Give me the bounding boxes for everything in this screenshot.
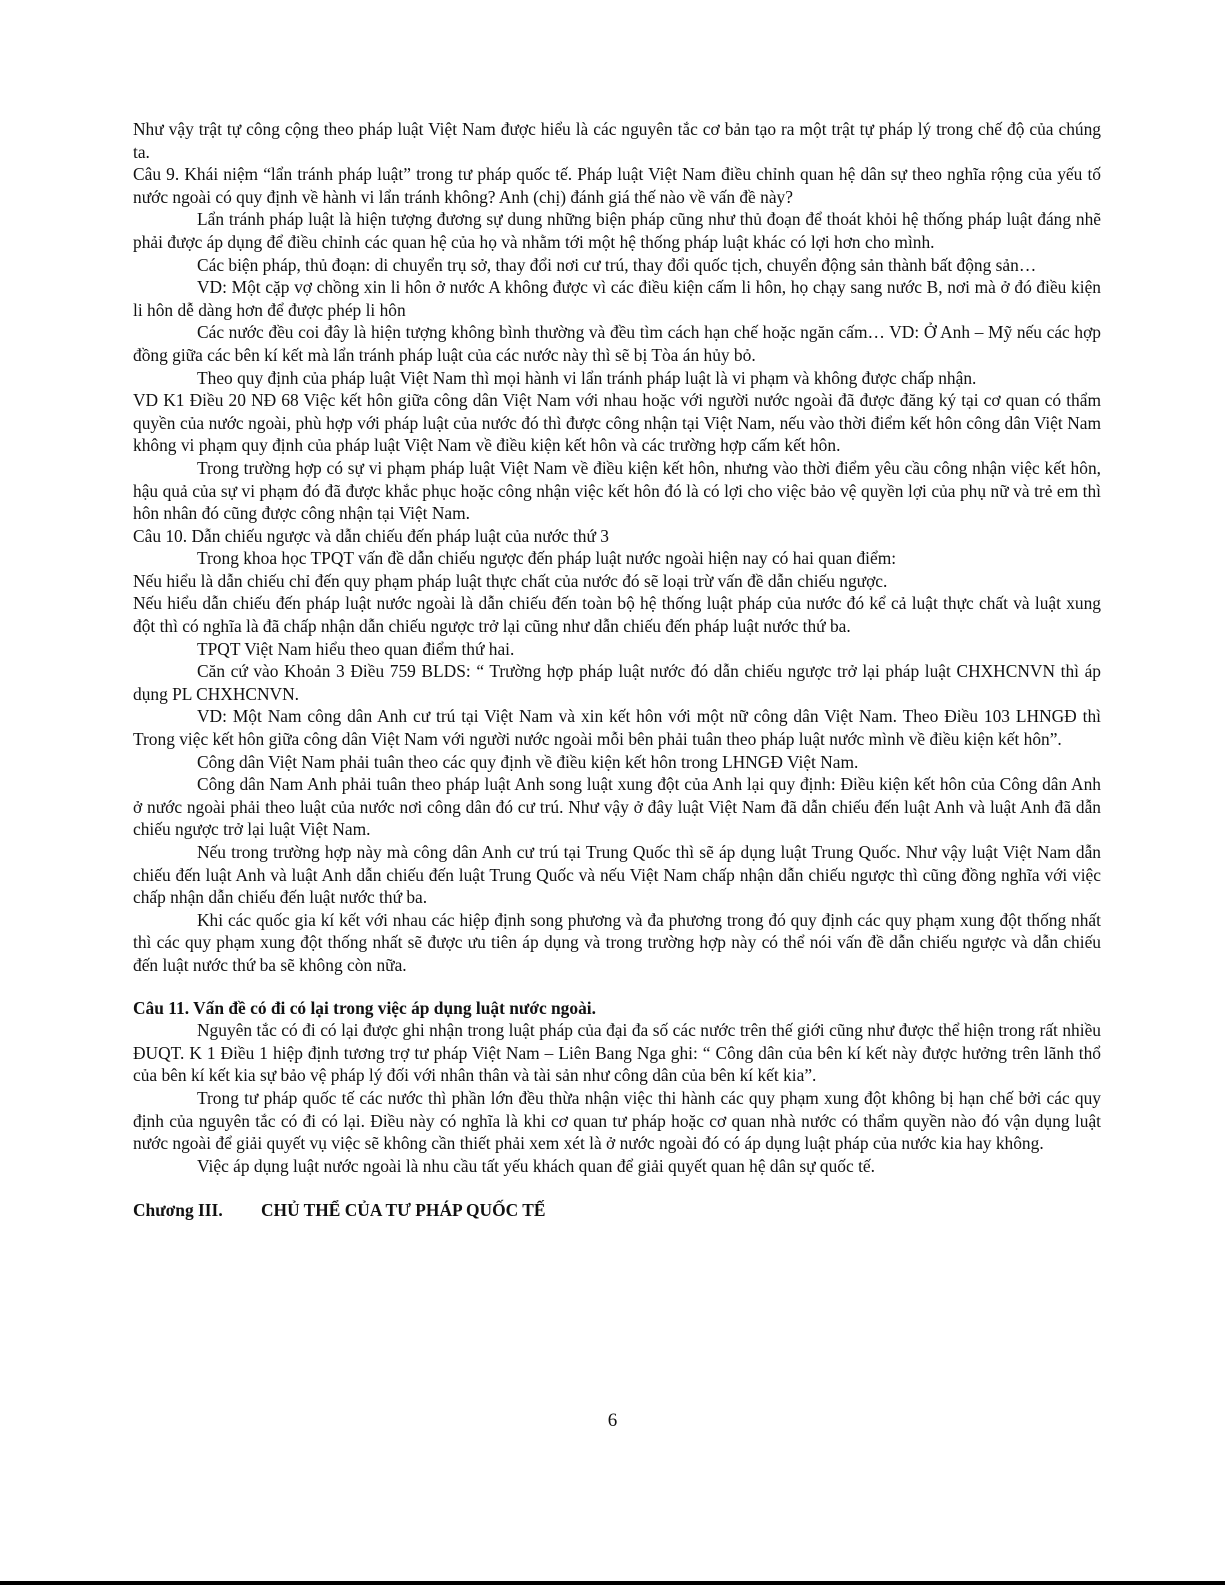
paragraph: Nếu hiểu dẫn chiếu đến pháp luật nước ngoài là dẫn chiếu đến toàn bộ hệ thống luật pháp của nước đó kể cả luật thực chất và luật xung đột thì có nghĩa là đã chấp nhận dẫn chiếu ngược trở lại cũng như dẫn chiếu đến pháp luật nước thứ ba. [133, 593, 1101, 637]
paragraph: Khi các quốc gia kí kết với nhau các hiệp định song phương và đa phương trong đó quy định các quy phạm xung đột thống nhất thì các quy phạm xung đột thống nhất sẽ được ưu tiên áp dụng và trong trường hợp này có thể nói vấn đề dẫn chiếu ngược và dẫn chiếu đến luật nước thứ ba sẽ không còn nữa. [133, 909, 1101, 975]
paragraph: Trong tư pháp quốc tế các nước thì phần lớn đều thừa nhận việc thi hành các quy phạm xung đột không bị hạn chế bởi các quy định của nguyên tắc có đi có lại. Điều này có nghĩa là khi cơ quan tư pháp hoặc cơ quan nhà nước có thẩm quyền nào đó vận dụng luật nước ngoài để giải quyết vụ việc sẽ không cần thiết phải xem xét là ở nước ngoài đó có áp dụng luật pháp của nước kia hay không. [133, 1087, 1101, 1154]
paragraph: VD K1 Điều 20 NĐ 68 Việc kết hôn giữa công dân Việt Nam với nhau hoặc với người nước ngoài đã được đăng ký tại cơ quan có thẩm quyền của nước ngoài, phù hợp với pháp luật của nước đó thì được công nhận tại Việt Nam, nếu vào thời điểm kết hôn công dân Việt Nam không vi phạm quy định của pháp luật Việt Nam về điều kiện kết hôn và các trường hợp cấm kết hôn. [133, 390, 1101, 456]
paragraph: Nếu hiểu là dẫn chiếu chỉ đến quy phạm pháp luật thực chất của nước đó sẽ loại trừ vấn đề dẫn chiếu ngược. [133, 570, 888, 591]
paragraph: VD: Một cặp vợ chồng xin li hôn ở nước A không được vì các điều kiện cấm li hôn, họ chạy sang nước B, nơi mà ở đó điều kiện li hôn dễ dàng hơn để được phép li hôn [133, 277, 1101, 320]
paragraph: Nguyên tắc có đi có lại được ghi nhận trong luật pháp của đại đa số các nước trên thế giới cũng như được thể hiện trong rất nhiều ĐUQT. K 1 Điều 1 hiệp định tương trợ tư pháp Việt Nam – Liên Bang Nga ghi: “ Công dân của bên kí kết này được hưởng trên lãnh thổ của bên kí kết kia sự bảo vệ pháp lý đối với nhân thân và tài sản như công dân của bên kí kết kia”. [133, 1020, 1101, 1086]
paragraph: Căn cứ vào Khoản 3 Điều 759 BLDS: “ Trường hợp pháp luật nước đó dẫn chiếu ngược trở lại pháp luật CHXHCNVN thì áp dụng PL CHXHCNVN. [133, 661, 1101, 704]
question-10-heading: Câu 10. Dẫn chiếu ngược và dẫn chiếu đến pháp luật của nước thứ 3 [133, 525, 609, 546]
paragraph: Trong trường hợp có sự vi phạm pháp luật Việt Nam về điều kiện kết hôn, nhưng vào thời điểm yêu cầu công nhận việc kết hôn, hậu quả của sự vi phạm đó đã được khắc phục hoặc công nhận việc kết hôn đó là có lợi cho việc bảo vệ quyền lợi của phụ nữ và trẻ em thì hôn nhân đó cũng được công nhận tại Việt Nam. [133, 457, 1101, 524]
question-11-heading: Câu 11. Vấn đề có đi có lại trong việc áp dụng luật nước ngoài. [133, 997, 596, 1018]
paragraph: Trong khoa học TPQT vấn đề dẫn chiếu ngược đến pháp luật nước ngoài hiện nay có hai quan điểm: [197, 548, 897, 569]
chapter-title: CHỦ THỂ CỦA TƯ PHÁP QUỐC TẾ [261, 1200, 546, 1221]
chapter-heading [133, 1199, 1101, 1222]
paragraph: VD: Một Nam công dân Anh cư trú tại Việt Nam và xin kết hôn với một nữ công dân Việt Nam. Theo Điều 103 LHNGĐ thì Trong việc kết hôn giữa công dân Việt Nam với người nước ngoài mỗi bên phải tuân theo pháp luật nước mình về điều kiện kết hôn”. [133, 706, 1101, 750]
page-number: 6 [607, 1410, 618, 1431]
paragraph: Công dân Việt Nam phải tuân theo các quy định về điều kiện kết hôn trong LHNGĐ Việt Nam. [197, 751, 859, 772]
chapter-label: Chương III. [133, 1200, 223, 1221]
paragraph: Các nước đều coi đây là hiện tượng không bình thường và đều tìm cách hạn chế hoặc ngăn cấm… VD: Ở Anh – Mỹ nếu các hợp đồng giữa các bên kí kết mà lẩn tránh pháp luật của các nước này thì sẽ bị Tòa án hủy bỏ. [133, 322, 1101, 365]
paragraph: Nếu trong trường hợp này mà công dân Anh cư trú tại Trung Quốc thì sẽ áp dụng luật Trung Quốc. Như vậy luật Việt Nam dẫn chiếu đến luật Anh và luật Anh dẫn chiếu đến luật Trung Quốc và nếu Việt Nam chấp nhận dẫn chiếu ngược thì cũng đồng nghĩa với việc chấp nhận dẫn chiếu đến luật nước thứ ba. [133, 842, 1101, 908]
paragraph: Như vậy trật tự công cộng theo pháp luật Việt Nam được hiểu là các nguyên tắc cơ bản tạo ra một trật tự pháp lý trong chế độ của chúng ta. [133, 119, 1101, 162]
paragraph: TPQT Việt Nam hiểu theo quan điểm thứ hai. [197, 638, 515, 659]
paragraph: Việc áp dụng luật nước ngoài là nhu cầu tất yếu khách quan để giải quyết quan hệ dân sự quốc tế. [197, 1155, 875, 1176]
paragraph: Lẩn tránh pháp luật là hiện tượng đương sự dung những biện pháp cũng như thủ đoạn để thoát khỏi hệ thống pháp luật đáng nhẽ phải được áp dụng để điều chỉnh các quan hệ của họ và nhằm tới một hệ thống pháp luật khác có lợi hơn cho mình. [133, 209, 1101, 252]
bottom-border [0, 1581, 1225, 1585]
paragraph: Theo quy định của pháp luật Việt Nam thì mọi hành vi lẩn tránh pháp luật là vi phạm và không được chấp nhận. [197, 367, 977, 388]
spacer [133, 977, 1101, 997]
paragraph: Công dân Nam Anh phải tuân theo pháp luật Anh song luật xung đột của Anh lại quy định: Điều kiện kết hôn của Công dân Anh ở nước ngoài phải theo luật của nước nơi công dân đó cư trú. Như vậy ở đây luật Việt Nam đã dẫn chiếu đến luật Anh và luật Anh đã dẫn chiếu ngược trở lại luật Việt Nam. [133, 774, 1101, 840]
question-9-heading: Câu 9. Khái niệm “lẩn tránh pháp luật” trong tư pháp quốc tế. Pháp luật Việt Nam điều chỉnh quan hệ dân sự theo nghĩa rộng của yếu tố nước ngoài có quy định về hành vi lẩn tránh không? Anh (chị) đánh giá thế nào về vấn đề này? [133, 164, 1101, 207]
paragraph: Các biện pháp, thủ đoạn: di chuyển trụ sở, thay đổi nơi cư trú, thay đổi quốc tịch, chuyển động sản thành bất động sản… [197, 254, 1037, 275]
document-page [133, 118, 1101, 1222]
